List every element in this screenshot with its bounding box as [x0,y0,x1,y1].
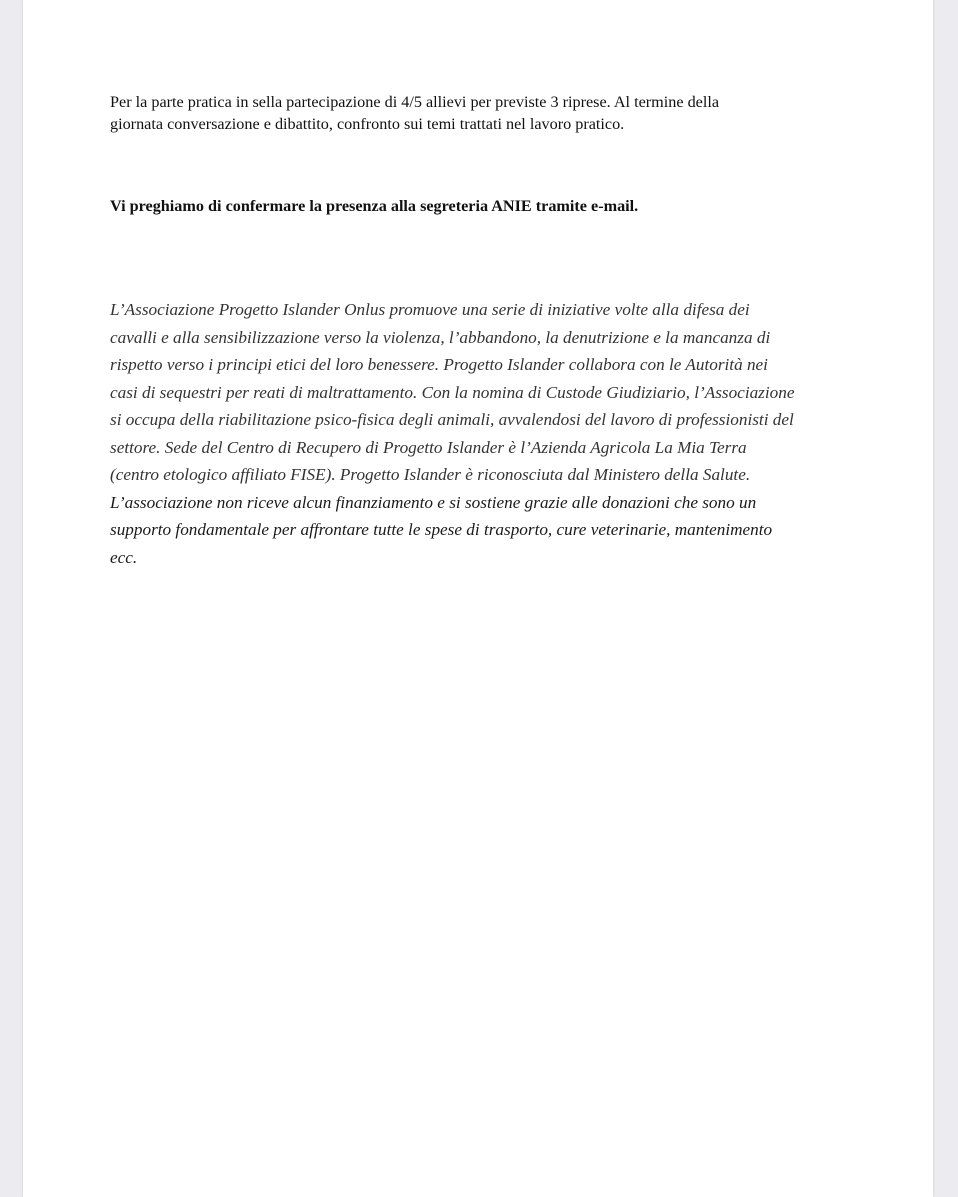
document-page[interactable] [23,0,933,1197]
association-line: L’associazione non riceve alcun finanziamento e si sostiene grazie alle donazioni che sono un [110,492,757,512]
association-paragraph [110,296,850,571]
page-content [110,92,850,567]
association-line: (centro etologico affiliato FISE). Progetto Islander è riconosciuta dal Ministero della Salute. [110,465,751,484]
intro-paragraph [110,92,850,135]
association-line: ecc. [110,547,138,567]
intro-line: Per la parte pratica in sella partecipazione di 4/5 allievi per previste 3 riprese. Al termine della [110,93,720,111]
association-line: supporto fondamentale per affrontare tutte le spese di trasporto, cure veterinarie, mantenimento [110,520,773,539]
association-line: cavalli e alla sensibilizzazione verso la violenza, l’abbandono, la denutrizione e la mancanza di [110,327,771,347]
association-line: L’Associazione Progetto Islander Onlus promuove una serie di iniziative volte alla difesa dei [110,300,750,319]
association-line: rispetto verso i principi etici del loro benessere. Progetto Islander collabora con le Autorità nei [110,355,768,374]
confirmation-notice: Vi preghiamo di confermare la presenza alla segreteria ANIE tramite e-mail. [110,197,639,215]
association-line: settore. Sede del Centro di Recupero di Progetto Islander è l’Azienda Agricola La Mia Terra [110,437,747,457]
association-line: si occupa della riabilitazione psico-fisica degli animali, avvalendosi del lavoro di professionisti del [110,410,794,429]
intro-line: giornata conversazione e dibattito, confronto sui temi trattati nel lavoro pratico. [110,114,625,133]
association-line: casi di sequestri per reati di maltrattamento. Con la nomina di Custode Giudiziario, l’Associazione [110,382,795,402]
